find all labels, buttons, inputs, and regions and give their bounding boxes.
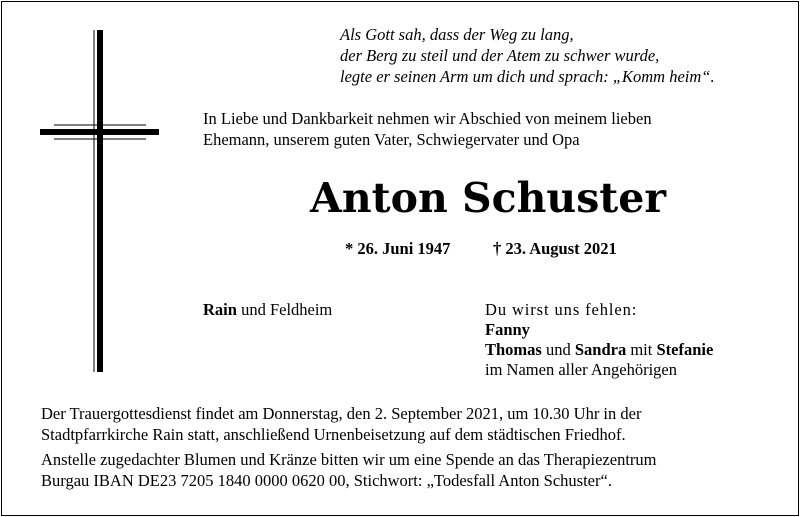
cross-icon [0, 0, 200, 400]
poem [340, 24, 715, 87]
place-rest: und Feldheim [236, 300, 333, 319]
intro-line: In Liebe und Dankbarkeit nehmen wir Abschied von meinem lieben [203, 109, 652, 128]
birth-date: * 26. Juni 1947 [345, 239, 451, 258]
family-member: Fanny [485, 320, 530, 339]
family-heading: Du wirst uns fehlen: [485, 300, 638, 319]
family-signature [485, 300, 713, 380]
intro-line: Ehemann, unserem guten Vater, Schwiegervater und Opa [203, 130, 580, 149]
conjunction: mit [626, 340, 657, 359]
family-closing: im Namen aller Angehörigen [485, 360, 677, 379]
poem-line: Als Gott sah, dass der Weg zu lang, [340, 25, 574, 44]
place-line [203, 300, 332, 320]
donation-line: Burgau IBAN DE23 7205 1840 0000 0620 00, Stichwort: „Todesfall Anton Schuster“. [41, 471, 612, 490]
family-members-line [485, 340, 713, 360]
family-member: Stefanie [656, 340, 714, 359]
donation-line: Anstelle zugedachter Blumen und Kränze bitten wir um eine Spende an das Therapiezentrum [41, 450, 657, 469]
intro-text [203, 108, 652, 150]
place-main: Rain [203, 300, 237, 319]
service-line: Der Trauergottesdienst findet am Donnerstag, den 2. September 2021, um 10.30 Uhr in der [41, 404, 642, 423]
poem-line: legte er seinen Arm um dich und sprach: „Komm heim“. [340, 67, 715, 86]
death-date: † 23. August 2021 [493, 239, 617, 258]
service-info [41, 403, 641, 445]
poem-line: der Berg zu steil und der Atem zu schwer wurde, [340, 46, 660, 65]
family-member: Thomas [485, 340, 542, 359]
conjunction: und [541, 340, 575, 359]
deceased-name: Anton Schuster [310, 174, 666, 222]
service-line: Stadtpfarrkirche Rain statt, anschließend Urnenbeisetzung auf dem städtischen Friedhof. [41, 425, 626, 444]
family-member: Sandra [574, 340, 627, 359]
donation-info [41, 449, 656, 491]
